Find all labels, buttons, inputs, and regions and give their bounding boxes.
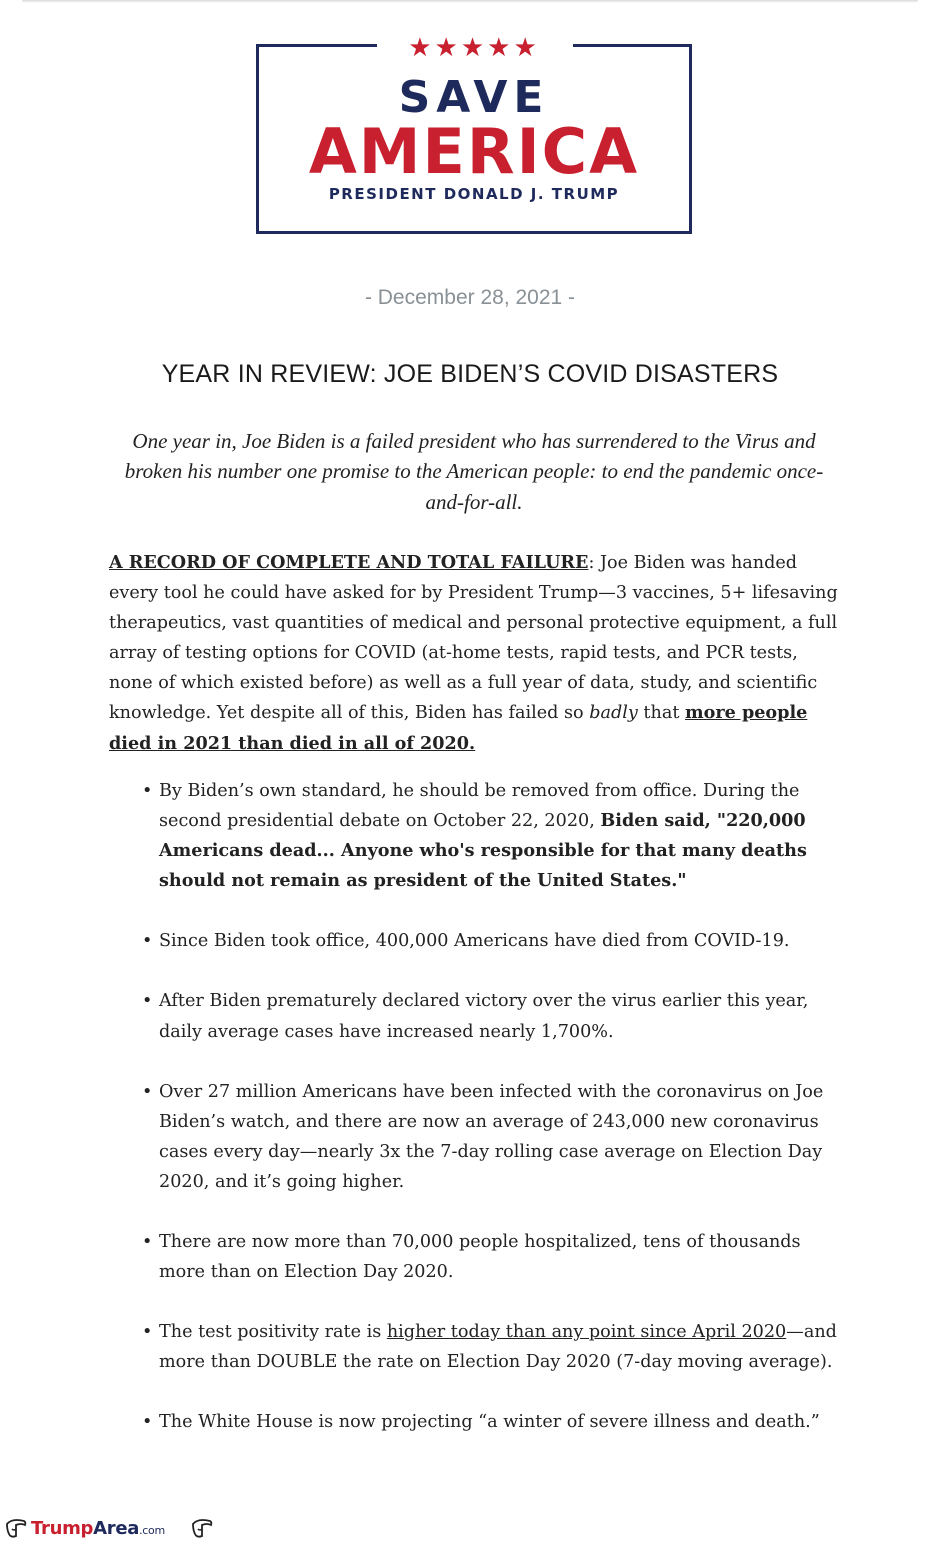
hair-icon [4,1516,28,1540]
star-icons: ★★★★★ [408,33,540,63]
record-emphasis: badly [589,703,638,724]
record-text: : Joe Biden was handed every tool he could have asked for by President Trump—3 vaccines, 5+ lifesaving therapeutics, vast quantities of medical and personal protective equipment, a full array of testing options for COVID (at-home tests, rapid tests, and PCR tests, none of which existed before) as well as a full year of data, study, and scientific knowledge. Yet despite all of this, Biden has failed so [109,553,838,724]
list-item [159,926,843,956]
list-item-text: Since Biden took office, 400,000 Americans have died from COVID-19. [159,931,790,952]
watermark-text [31,1518,165,1539]
logo-president-text: PRESIDENT DONALD J. TRUMP [328,185,620,203]
hair-icon [190,1516,214,1540]
page-title: YEAR IN REVIEW: JOE BIDEN’S COVID DISASTERS [161,360,779,388]
biden-quote: Biden said, "220,000 Americans dead... Anyone who's responsible for that many deaths should not remain as president of the United States." [159,810,807,892]
record-link[interactable]: more people died in 2021 than died in all of 2020. [109,702,808,754]
list-item [159,776,843,896]
publish-date: - December 28, 2021 - [364,286,576,309]
list-item-text: By Biden’s own standard, he should be removed from office. During the second presidential debate on October 22, 2020, [159,781,800,832]
logo-america-text: AMERICA [308,115,640,188]
facts-list [159,776,843,1468]
list-item-text: The test positivity rate is [159,1322,387,1343]
list-item [159,1077,843,1197]
intro-paragraph: One year in, Joe Biden is a failed president who has surrendered to the Virus and broken his number one promise to the American people: to end the pandemic once-and-for-all. [124,429,824,514]
record-paragraph [109,548,843,759]
positivity-link[interactable]: higher today than any point since April 2020 [386,1322,787,1343]
list-item-text: Over 27 million Americans have been infected with the coronavirus on Joe Biden’s watch, and there are now an average of 243,000 new coronavirus cases every day—nearly 3x the 7-day rolling case average on Election Day 2020, and it’s going higher. [159,1081,824,1192]
list-item-text: After Biden prematurely declared victory over the virus earlier this year, daily average cases have increased nearly 1,700%. [159,991,809,1042]
watermark-trump: Trump [31,1518,94,1539]
record-heading: A RECORD OF COMPLETE AND TOTAL FAILURE [109,552,589,573]
list-item-text: —and more than DOUBLE the rate on Election Day 2020 (7-day moving average). [159,1322,837,1373]
save-america-logo [256,33,692,234]
list-item [159,1407,843,1437]
trumparea-watermark [0,1514,230,1541]
list-item [159,1317,843,1377]
watermark-area: Area [93,1518,140,1539]
list-item-text: There are now more than 70,000 people hospitalized, tens of thousands more than on Election Day 2020. [159,1232,801,1283]
logo-save-text: SAVE [398,72,550,123]
watermark-com: .com [139,1524,165,1537]
list-item [159,1227,843,1287]
list-item-text: The White House is now projecting “a winter of severe illness and death.” [159,1412,820,1433]
top-edge [22,0,918,3]
list-item [159,986,843,1046]
record-text-2: that [637,703,685,724]
